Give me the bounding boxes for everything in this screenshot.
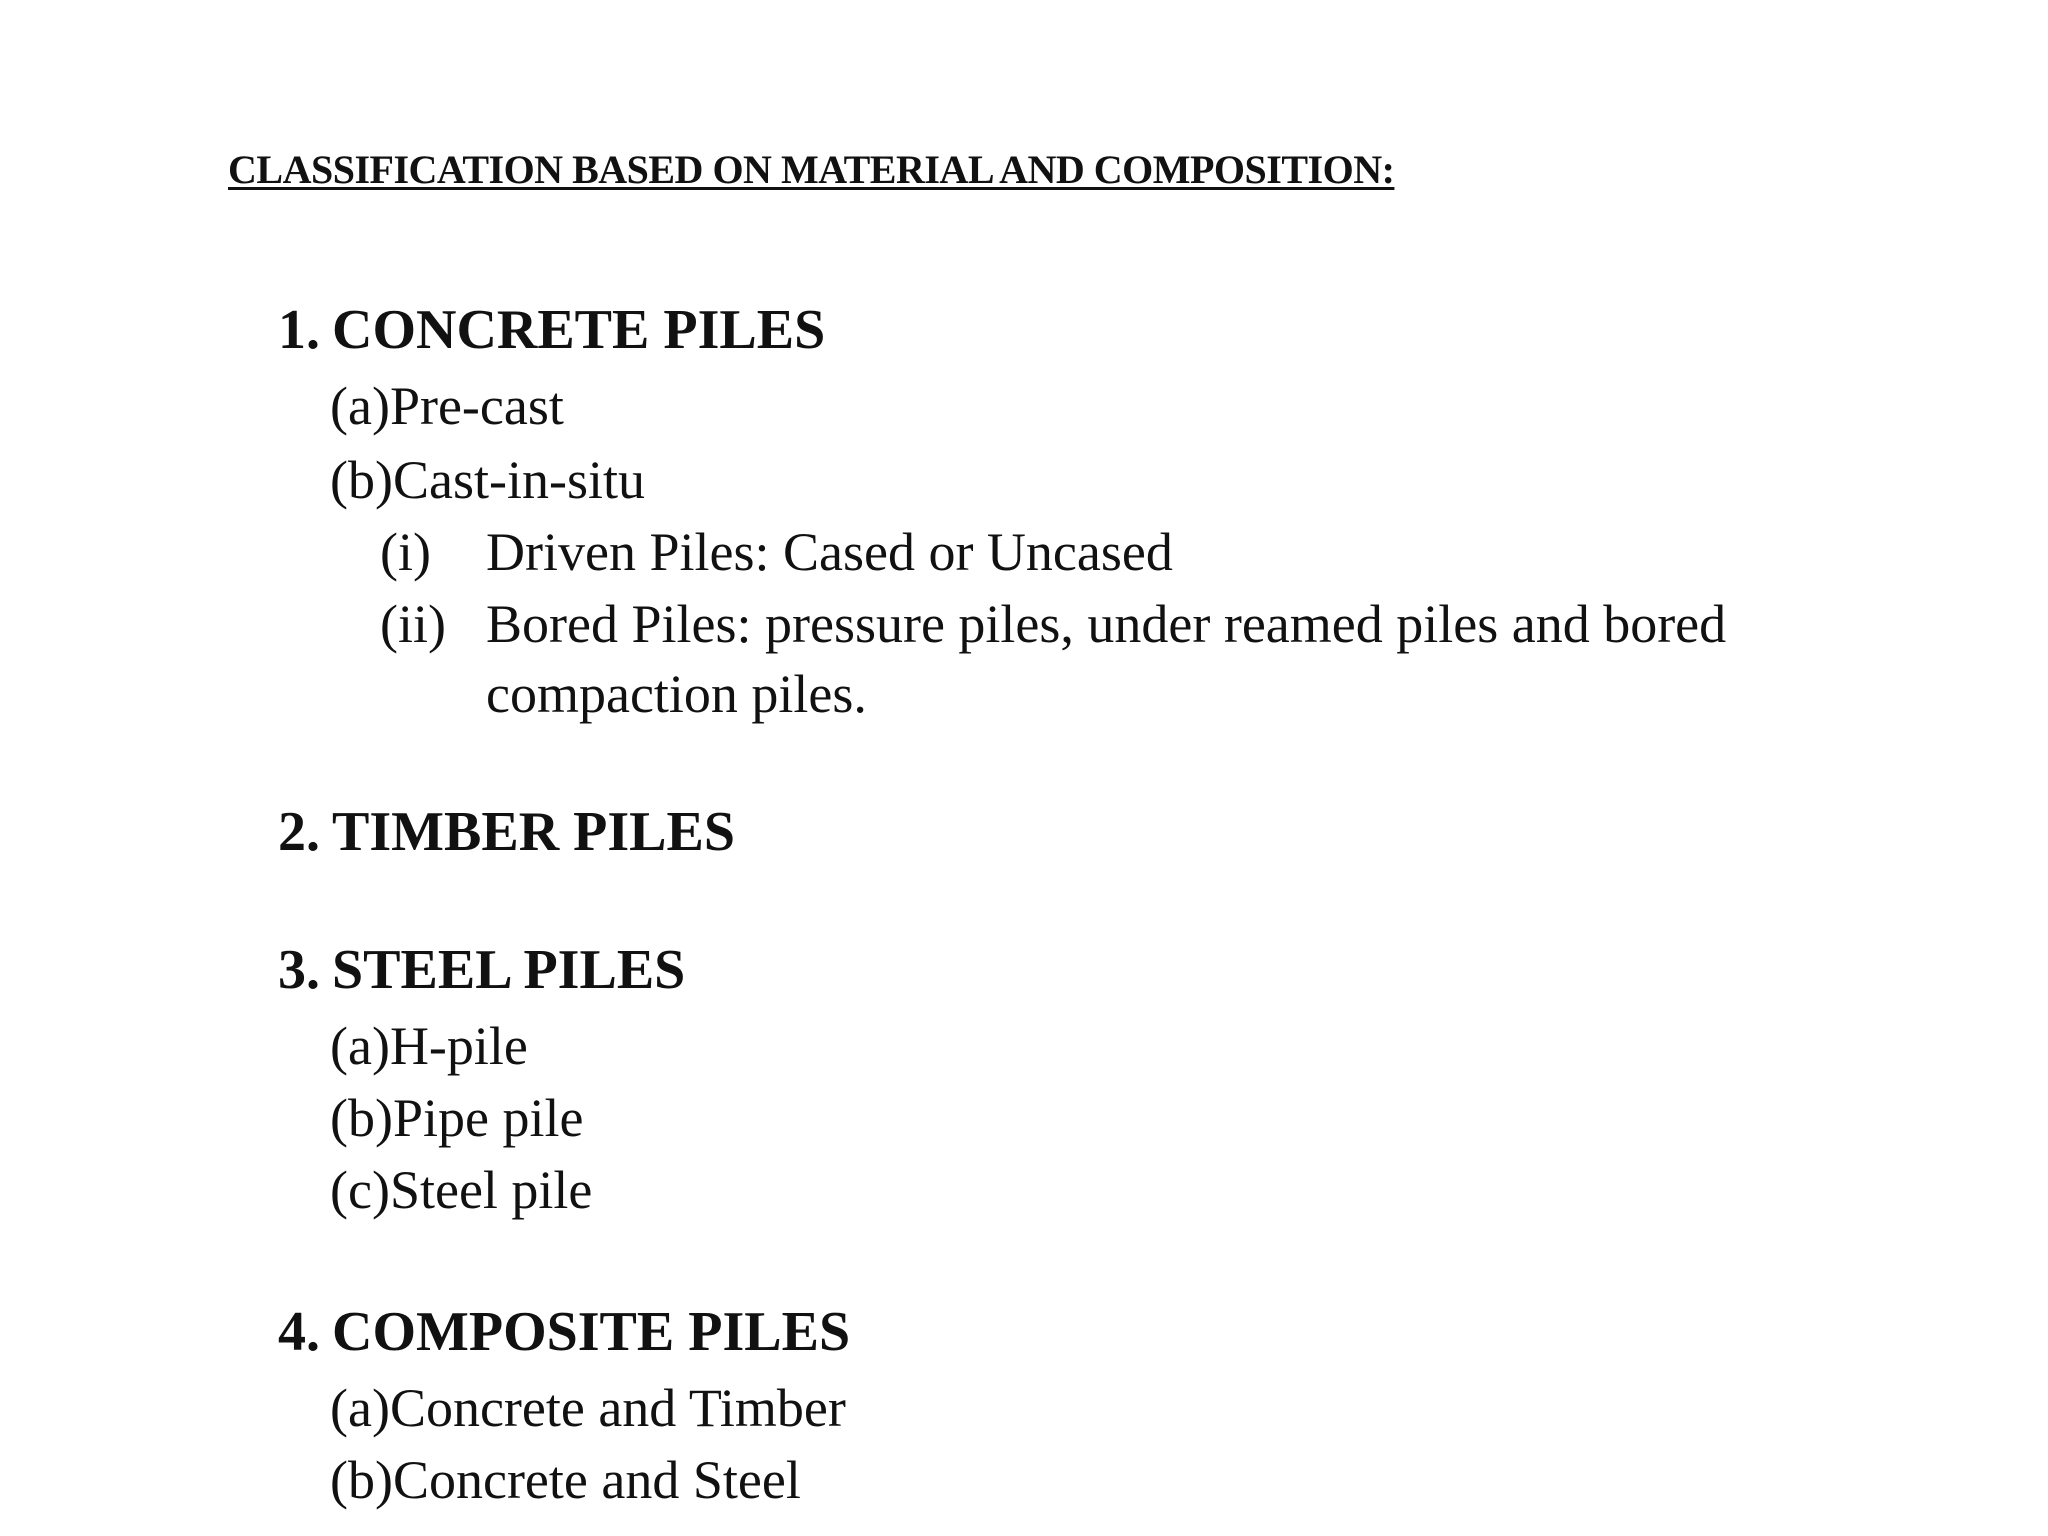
- section-number: 2.: [278, 801, 320, 863]
- item-text: Cast-in-situ: [392, 450, 645, 510]
- section-number: 4.: [278, 1301, 320, 1363]
- section-title: TIMBER PILES: [332, 801, 735, 863]
- subitem-text: Driven Piles: Cased or Uncased: [486, 522, 1173, 582]
- item-text: Pipe pile: [392, 1088, 584, 1148]
- subitem-label: (ii): [380, 594, 446, 654]
- subitem-continuation: compaction piles.: [486, 664, 867, 724]
- item-text: Pre-cast: [389, 376, 564, 436]
- list-item: [330, 370, 564, 442]
- item-label: (b): [330, 1450, 393, 1510]
- section-number: 1.: [278, 299, 320, 361]
- item-text: Steel pile: [389, 1160, 593, 1220]
- subitem-label: (i): [380, 522, 431, 582]
- item-label: (b): [330, 450, 393, 510]
- list-item: [330, 1444, 801, 1516]
- item-label: (c): [330, 1160, 390, 1220]
- subitem-text: Bored Piles: pressure piles, under reamed piles and bored: [486, 594, 1727, 654]
- list-item: [330, 444, 645, 516]
- section-title: CONCRETE PILES: [332, 299, 826, 361]
- item-text: Concrete and Timber: [389, 1378, 846, 1438]
- list-item: [330, 1010, 528, 1082]
- item-label: (a): [330, 1016, 390, 1076]
- section-number: 3.: [278, 939, 320, 1001]
- page-title: CLASSIFICATION BASED ON MATERIAL AND COMPOSITION:: [228, 147, 1395, 192]
- item-label: (a): [330, 1378, 390, 1438]
- section-title: STEEL PILES: [332, 939, 686, 1001]
- list-item: [330, 1082, 583, 1154]
- item-label: (a): [330, 376, 390, 436]
- item-text: H-pile: [389, 1016, 528, 1076]
- list-item: [330, 1372, 846, 1444]
- item-text: Concrete and Steel: [392, 1450, 801, 1510]
- section-title: COMPOSITE PILES: [332, 1301, 851, 1363]
- item-label: (b): [330, 1088, 393, 1148]
- list-item: [330, 1154, 592, 1226]
